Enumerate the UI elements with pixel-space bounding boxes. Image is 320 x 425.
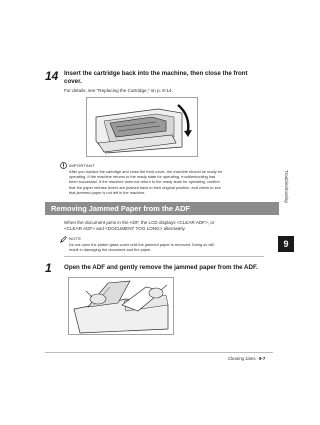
note-line2: result in damaging the document and the paper. — [69, 247, 152, 253]
cartridge-illustration — [86, 97, 198, 157]
divider — [64, 256, 264, 257]
important-line: After you replace the cartridge and close the front cover, the machine should be ready for — [69, 169, 223, 174]
note-line1: Do not open the platen glass cover until the jammed paper is removed. Doing so will — [69, 242, 214, 247]
important-text — [69, 169, 259, 195]
important-line: been successful. If the machine does not return to the ready state for operating, confirm — [69, 179, 220, 185]
step-number: 14 — [45, 69, 59, 83]
important-line: that the paper release levers are pushed back to their original position, and check to see — [69, 184, 221, 190]
important-line: that jammed paper is not left in the machine. — [69, 189, 146, 195]
note-pencil-icon — [60, 236, 67, 243]
important-line: operating. If the machine returns to the ready state for operating, troubleshooting has — [69, 174, 216, 180]
intro-line2: <CLEAR ADF> and <DOCUMENT TOO LONG> alternately. — [64, 226, 186, 231]
step-title-line2: cover. — [64, 78, 82, 85]
intro-line1: When the document jams in the ADF, the LCD displays <CLEAR ADF>, or — [64, 220, 215, 225]
chapter-tab: 9 — [278, 236, 294, 252]
footer-rule — [45, 352, 273, 353]
important-icon — [60, 162, 67, 169]
adf-illustration — [68, 277, 174, 335]
chapter-tab-label: Troubleshooting — [284, 170, 289, 203]
footer-section: Clearing Jams — [228, 356, 256, 361]
important-label: IMPORTANT — [69, 163, 95, 168]
step-title-line1: Insert the cartridge back into the machine, then close the front — [64, 70, 248, 77]
step-details: For details, see "Replacing the Cartridge," on p. 8-14. — [64, 88, 173, 93]
section-title: Removing Jammed Paper from the ADF — [51, 204, 190, 213]
footer-page-number: 9-7 — [259, 356, 266, 361]
section-header — [45, 202, 279, 215]
step-number: 1 — [45, 261, 52, 275]
intro-text — [64, 220, 264, 232]
note-label: NOTE — [69, 236, 82, 241]
step-title: Open the ADF and gently remove the jammed paper from the ADF. — [64, 264, 258, 271]
note-text — [69, 242, 259, 252]
step-title — [64, 70, 264, 86]
